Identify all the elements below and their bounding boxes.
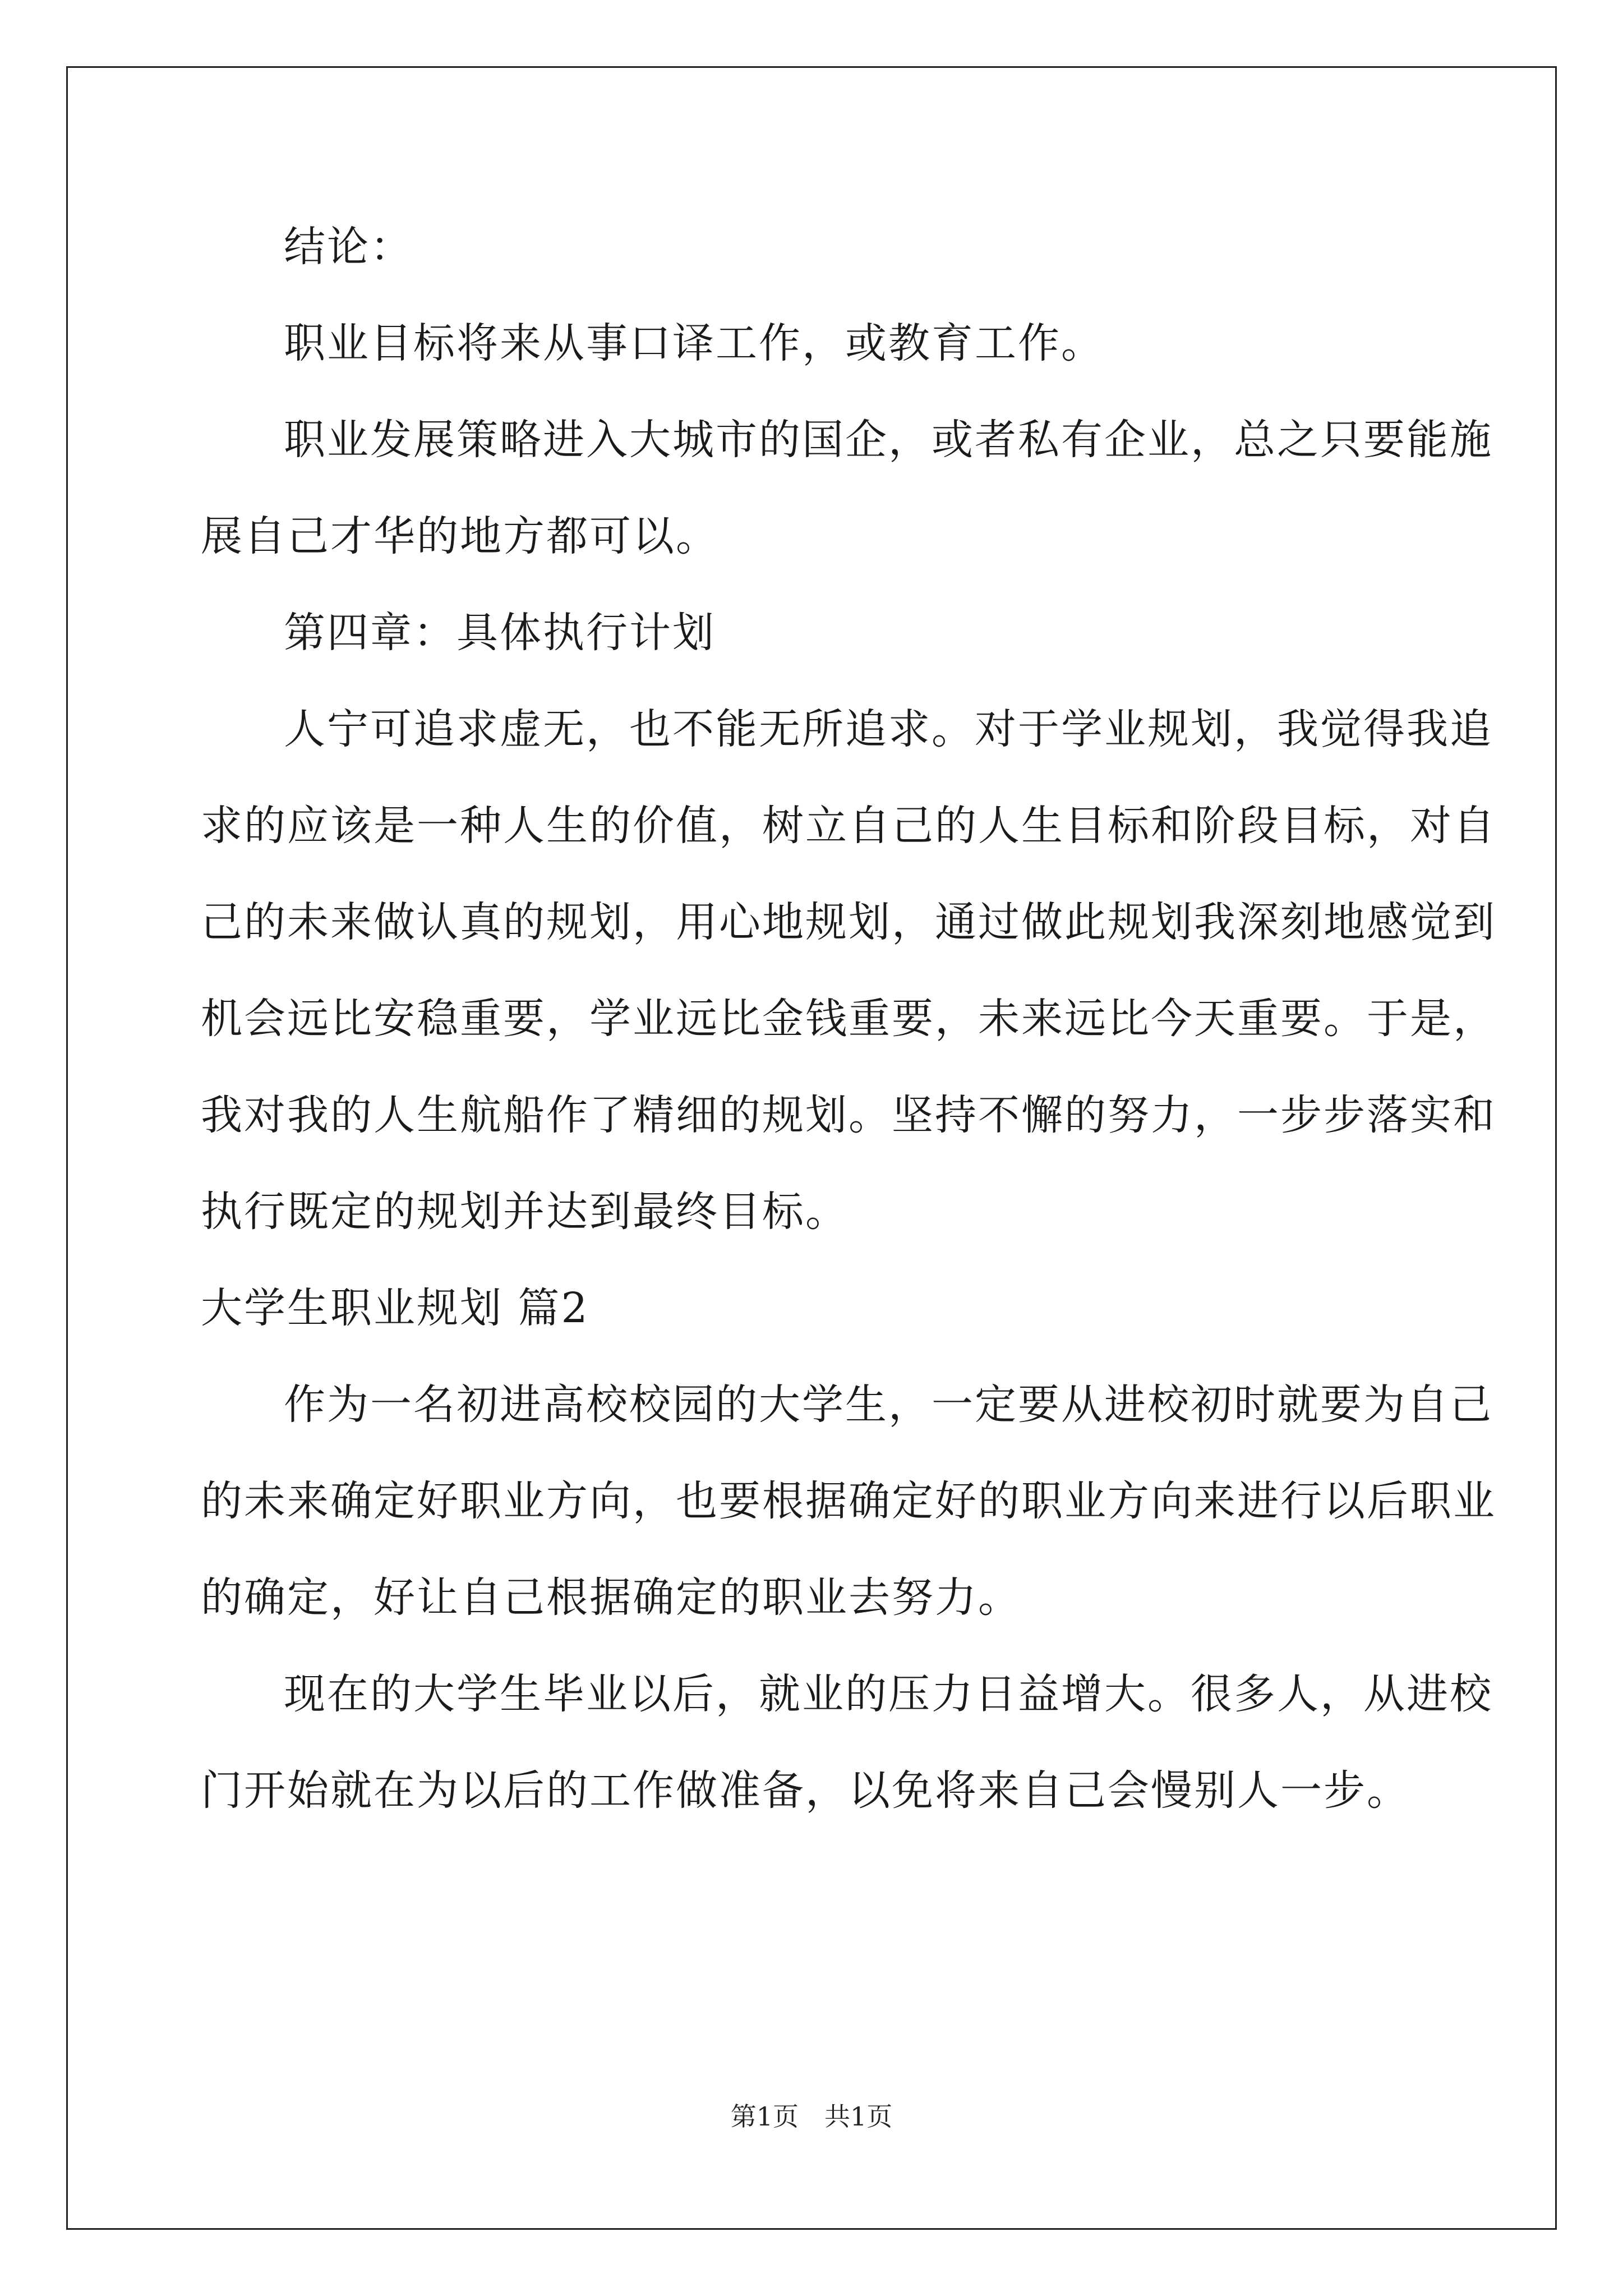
text-line-plan-4: 机会远比安稳重要，学业远比金钱重要，未来远比今天重要。于是， <box>201 995 1496 1043</box>
text-line-direction-2: 的未来确定好职业方向，也要根据确定好的职业方向来进行以后职业 <box>201 1477 1496 1525</box>
text-line-plan-3: 己的未来做认真的规划，用心地规划，通过做此规划我深刻地感觉到 <box>201 898 1496 946</box>
text-line-plan-2: 求的应该是一种人生的价值，树立自己的人生目标和阶段目标，对自 <box>201 802 1496 850</box>
text-line-plan-1: 人宁可追求虚无，也不能无所追求。对于学业规划，我觉得我追 <box>284 705 1493 753</box>
text-line-conclusion-heading: 结论： <box>284 223 413 271</box>
page-number-footer: 第1页 共1页 <box>730 2101 893 2132</box>
text-line-strategy-1: 职业发展策略进入大城市的国企，或者私有企业，总之只要能施 <box>284 416 1493 464</box>
text-line-career-goal: 职业目标将来从事口译工作，或教育工作。 <box>284 319 1104 367</box>
text-line-pressure-2: 门开始就在为以后的工作做准备，以免将来自己会慢别人一步。 <box>201 1766 1410 1815</box>
text-line-chapter-four-heading: 第四章：具体执行计划 <box>284 609 716 657</box>
text-line-direction-3: 的确定，好让自己根据确定的职业去努力。 <box>201 1573 1021 1622</box>
text-line-pressure-1: 现在的大学生毕业以后，就业的压力日益增大。很多人，从进校 <box>284 1670 1493 1718</box>
section-title-part-2: 大学生职业规划 篇2 <box>201 1284 589 1332</box>
text-line-direction-1: 作为一名初进高校校园的大学生，一定要从进校初时就要为自己 <box>284 1381 1493 1429</box>
text-line-strategy-2: 展自己才华的地方都可以。 <box>201 512 719 560</box>
text-line-plan-6: 执行既定的规划并达到最终目标。 <box>201 1188 849 1236</box>
text-line-plan-5: 我对我的人生航船作了精细的规划。坚持不懈的努力，一步步落实和 <box>201 1091 1496 1139</box>
page-border <box>66 66 1557 2230</box>
